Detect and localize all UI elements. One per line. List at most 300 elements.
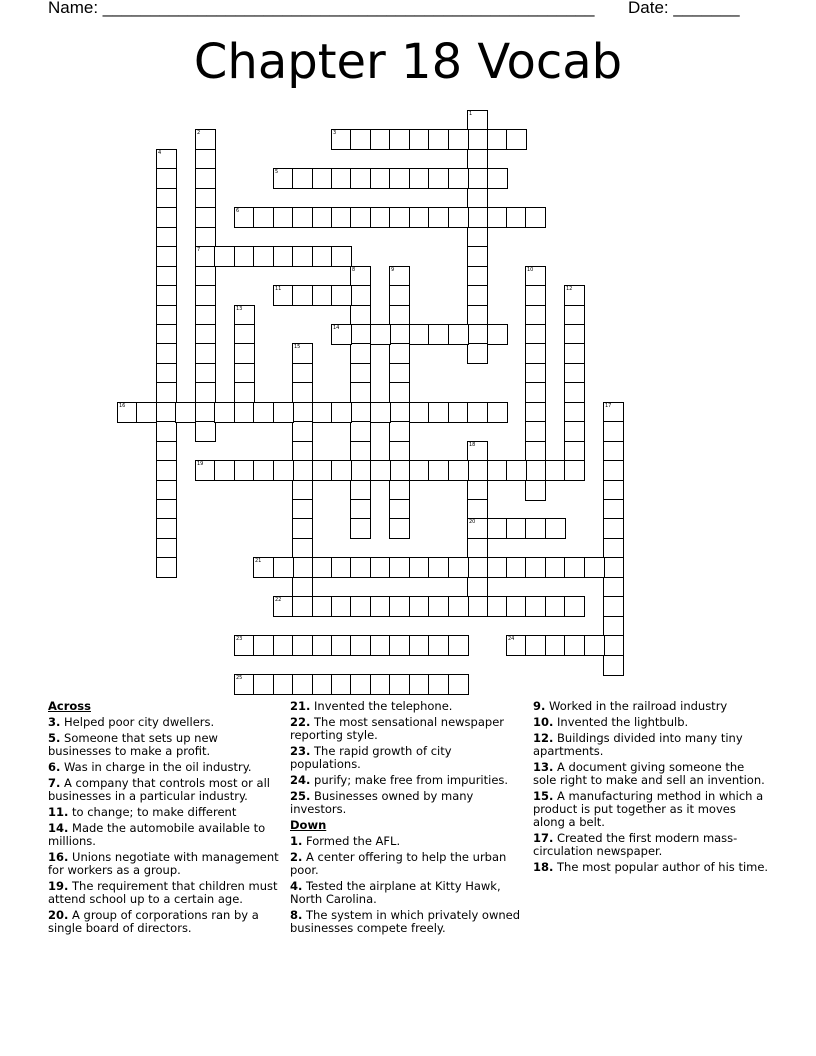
grid-cell[interactable] (156, 557, 177, 578)
grid-cell[interactable] (409, 557, 430, 578)
grid-cell[interactable] (545, 518, 566, 539)
grid-cell[interactable] (603, 460, 624, 481)
grid-cell[interactable] (195, 343, 216, 364)
grid-cell[interactable] (525, 402, 546, 423)
grid-cell[interactable] (195, 285, 216, 306)
grid-cell[interactable] (234, 246, 255, 267)
grid-cell[interactable] (273, 285, 294, 306)
grid-cell[interactable] (603, 577, 624, 598)
grid-cell[interactable] (487, 557, 508, 578)
grid-cell[interactable] (253, 557, 274, 578)
grid-cell[interactable] (273, 246, 294, 267)
grid-cell[interactable] (370, 402, 391, 423)
grid-cell[interactable] (273, 460, 294, 481)
grid-cell[interactable] (467, 557, 488, 578)
grid-cell[interactable] (525, 441, 546, 462)
grid-cell[interactable] (564, 557, 585, 578)
grid-cell[interactable] (292, 168, 313, 189)
grid-cell[interactable] (487, 460, 508, 481)
grid-cell[interactable] (389, 499, 410, 520)
grid-cell[interactable] (370, 557, 391, 578)
grid-cell[interactable] (350, 441, 371, 462)
grid-cell[interactable] (350, 285, 371, 306)
grid-cell[interactable] (156, 324, 177, 345)
grid-cell[interactable] (389, 596, 410, 617)
grid-cell[interactable] (331, 635, 352, 656)
grid-cell[interactable] (156, 246, 177, 267)
grid-cell[interactable] (292, 363, 313, 384)
clue-across-19: 19. The requirement that children must attend school up to a certain age. (48, 879, 278, 906)
grid-cell[interactable] (156, 421, 177, 442)
grid-cell[interactable] (467, 499, 488, 520)
grid-cell[interactable] (156, 168, 177, 189)
grid-cell[interactable] (448, 129, 469, 150)
grid-cell[interactable] (292, 596, 313, 617)
grid-cell[interactable] (234, 460, 255, 481)
grid-cell[interactable] (370, 207, 391, 228)
grid-cell[interactable] (292, 207, 313, 228)
grid-cell[interactable] (564, 285, 585, 306)
grid-cell[interactable] (370, 460, 391, 481)
grid-cell[interactable] (350, 363, 371, 384)
grid-cell[interactable] (389, 343, 410, 364)
grid-cell[interactable] (195, 324, 216, 345)
grid-cell[interactable] (292, 480, 313, 501)
grid-cell[interactable] (350, 518, 371, 539)
grid-cell[interactable] (350, 343, 371, 364)
grid-cell[interactable] (234, 635, 255, 656)
grid-cell[interactable] (195, 363, 216, 384)
grid-cell[interactable] (467, 227, 488, 248)
grid-cell[interactable] (603, 518, 624, 539)
grid-cell[interactable] (370, 635, 391, 656)
grid-cell[interactable] (253, 635, 274, 656)
grid-cell[interactable] (467, 207, 488, 228)
grid-cell[interactable] (331, 285, 352, 306)
grid-cell[interactable] (467, 266, 488, 287)
grid-cell[interactable] (156, 538, 177, 559)
grid-cell[interactable] (331, 246, 352, 267)
grid-cell[interactable] (467, 596, 488, 617)
grid-cell[interactable] (506, 557, 527, 578)
grid-cell[interactable] (292, 635, 313, 656)
grid-cell[interactable] (350, 266, 371, 287)
grid-cell[interactable] (292, 285, 313, 306)
grid-cell[interactable] (350, 480, 371, 501)
grid-cell[interactable] (331, 674, 352, 695)
grid-cell[interactable] (370, 674, 391, 695)
grid-cell[interactable] (156, 480, 177, 501)
grid-cell[interactable] (312, 674, 333, 695)
grid-cell[interactable] (195, 207, 216, 228)
grid-cell[interactable] (312, 557, 333, 578)
grid-cell[interactable] (350, 207, 371, 228)
grid-cell[interactable] (117, 402, 138, 423)
grid-cell[interactable] (292, 538, 313, 559)
grid-cell[interactable] (467, 305, 488, 326)
grid-cell[interactable] (467, 324, 488, 345)
grid-cell[interactable] (370, 129, 391, 150)
grid-cell[interactable] (564, 635, 585, 656)
grid-cell[interactable] (603, 441, 624, 462)
grid-cell[interactable] (409, 635, 430, 656)
grid-cell[interactable] (350, 305, 371, 326)
grid-cell[interactable] (389, 402, 410, 423)
grid-cell[interactable] (467, 480, 488, 501)
grid-cell[interactable] (525, 518, 546, 539)
grid-cell[interactable] (428, 635, 449, 656)
grid-cell[interactable] (467, 188, 488, 209)
grid-cell[interactable] (253, 402, 274, 423)
grid-cell[interactable] (448, 635, 469, 656)
grid-cell[interactable] (389, 674, 410, 695)
grid-cell[interactable] (506, 635, 527, 656)
grid-cell[interactable] (292, 402, 313, 423)
grid-cell[interactable] (292, 382, 313, 403)
grid-cell[interactable] (195, 421, 216, 442)
grid-cell[interactable] (603, 596, 624, 617)
grid-cell[interactable] (525, 596, 546, 617)
grid-cell[interactable] (409, 168, 430, 189)
grid-cell[interactable] (195, 402, 216, 423)
grid-cell[interactable] (195, 382, 216, 403)
grid-cell[interactable] (156, 402, 177, 423)
grid-cell[interactable] (273, 207, 294, 228)
grid-cell[interactable] (156, 188, 177, 209)
grid-cell[interactable] (467, 343, 488, 364)
grid-cell[interactable] (409, 460, 430, 481)
grid-cell[interactable] (428, 324, 449, 345)
grid-cell[interactable] (253, 460, 274, 481)
grid-cell[interactable] (564, 382, 585, 403)
grid-cell[interactable] (389, 285, 410, 306)
grid-cell[interactable] (564, 460, 585, 481)
grid-cell[interactable] (389, 460, 410, 481)
grid-cell[interactable] (448, 207, 469, 228)
grid-cell[interactable] (273, 402, 294, 423)
clue-down-4: 4. Tested the airplane at Kitty Hawk, North Carolina. (290, 879, 501, 906)
grid-cell[interactable] (525, 305, 546, 326)
grid-cell[interactable] (467, 149, 488, 170)
grid-cell[interactable] (467, 129, 488, 150)
grid-cell[interactable] (564, 402, 585, 423)
grid-cell[interactable] (292, 343, 313, 364)
grid-cell[interactable] (156, 266, 177, 287)
grid-cell[interactable] (312, 207, 333, 228)
grid-cell[interactable] (370, 168, 391, 189)
grid-cell[interactable] (603, 421, 624, 442)
grid-cell[interactable] (603, 616, 624, 637)
grid-cell[interactable] (195, 460, 216, 481)
grid-cell[interactable] (487, 207, 508, 228)
grid-cell[interactable] (525, 324, 546, 345)
grid-cell[interactable] (350, 499, 371, 520)
grid-cell[interactable] (350, 674, 371, 695)
grid-cell[interactable] (467, 577, 488, 598)
grid-cell[interactable] (525, 460, 546, 481)
grid-cell[interactable] (487, 518, 508, 539)
grid-cell[interactable] (273, 168, 294, 189)
clue-down-12: 12. Buildings divided into many tiny apartments. (533, 731, 743, 758)
grid-cell[interactable] (253, 674, 274, 695)
grid-cell[interactable] (195, 305, 216, 326)
grid-cell[interactable] (292, 246, 313, 267)
grid-cell[interactable] (156, 518, 177, 539)
grid-cell[interactable] (525, 363, 546, 384)
grid-cell[interactable] (389, 441, 410, 462)
grid-cell[interactable] (312, 285, 333, 306)
grid-cell[interactable] (409, 674, 430, 695)
grid-cell[interactable] (564, 441, 585, 462)
clue-across-14: 14. Made the automobile available to millions. (48, 821, 266, 848)
grid-cell[interactable] (292, 441, 313, 462)
grid-cell[interactable] (273, 635, 294, 656)
grid-cell[interactable] (312, 596, 333, 617)
grid-cell[interactable] (234, 207, 255, 228)
grid-cell[interactable] (428, 207, 449, 228)
grid-cell[interactable] (156, 460, 177, 481)
grid-cell[interactable] (409, 596, 430, 617)
grid-cell[interactable] (467, 285, 488, 306)
grid-cell[interactable] (156, 363, 177, 384)
grid-cell[interactable] (389, 129, 410, 150)
grid-cell[interactable] (312, 402, 333, 423)
grid-cell[interactable] (467, 110, 488, 131)
grid-cell[interactable] (331, 460, 352, 481)
grid-cell[interactable] (350, 168, 371, 189)
grid-cell[interactable] (409, 402, 430, 423)
grid-cell[interactable] (506, 596, 527, 617)
grid-cell[interactable] (467, 460, 488, 481)
grid-cell[interactable] (156, 285, 177, 306)
grid-cell[interactable] (292, 421, 313, 442)
grid-cell[interactable] (350, 596, 371, 617)
grid-cell[interactable] (389, 557, 410, 578)
clue-across-5: 5. Someone that sets up new businesses to make a profit. (48, 731, 218, 758)
grid-cell[interactable] (331, 207, 352, 228)
grid-cell[interactable] (234, 324, 255, 345)
grid-cell[interactable] (156, 149, 177, 170)
grid-cell[interactable] (312, 246, 333, 267)
grid-cell[interactable] (195, 246, 216, 267)
grid-cell[interactable] (467, 441, 488, 462)
clue-number: 1 (469, 111, 473, 117)
grid-cell[interactable] (428, 402, 449, 423)
grid-cell[interactable] (487, 168, 508, 189)
grid-cell[interactable] (428, 596, 449, 617)
grid-cell[interactable] (195, 266, 216, 287)
grid-cell[interactable] (448, 596, 469, 617)
clue-number: 3 (333, 130, 337, 136)
grid-cell[interactable] (214, 402, 235, 423)
grid-cell[interactable] (525, 285, 546, 306)
grid-cell[interactable] (234, 402, 255, 423)
grid-cell[interactable] (331, 557, 352, 578)
grid-cell[interactable] (234, 343, 255, 364)
grid-cell[interactable] (584, 557, 605, 578)
grid-cell[interactable] (350, 460, 371, 481)
grid-cell[interactable] (487, 596, 508, 617)
grid-cell[interactable] (525, 557, 546, 578)
grid-cell[interactable] (409, 129, 430, 150)
grid-cell[interactable] (331, 596, 352, 617)
grid-cell[interactable] (428, 168, 449, 189)
grid-cell[interactable] (603, 635, 624, 656)
grid-cell[interactable] (292, 499, 313, 520)
grid-cell[interactable] (506, 518, 527, 539)
clue-number: 18 (469, 442, 476, 448)
grid-cell[interactable] (448, 674, 469, 695)
grid-cell[interactable] (350, 382, 371, 403)
grid-cell[interactable] (273, 557, 294, 578)
grid-cell[interactable] (525, 635, 546, 656)
grid-cell[interactable] (545, 557, 566, 578)
grid-cell[interactable] (467, 246, 488, 267)
grid-cell[interactable] (350, 129, 371, 150)
grid-cell[interactable] (331, 168, 352, 189)
grid-cell[interactable] (564, 596, 585, 617)
grid-cell[interactable] (603, 557, 624, 578)
grid-cell[interactable] (409, 324, 430, 345)
grid-cell[interactable] (487, 129, 508, 150)
grid-cell[interactable] (350, 635, 371, 656)
grid-cell[interactable] (389, 635, 410, 656)
grid-cell[interactable] (448, 460, 469, 481)
grid-cell[interactable] (273, 596, 294, 617)
grid-cell[interactable] (214, 246, 235, 267)
grid-cell[interactable] (467, 402, 488, 423)
grid-cell[interactable] (292, 518, 313, 539)
grid-cell[interactable] (584, 635, 605, 656)
grid-cell[interactable] (195, 129, 216, 150)
grid-cell[interactable] (467, 518, 488, 539)
grid-cell[interactable] (506, 460, 527, 481)
clue-across-23: 23. The rapid growth of city populations. (290, 744, 452, 771)
grid-cell[interactable] (487, 324, 508, 345)
grid-cell[interactable] (156, 382, 177, 403)
grid-cell[interactable] (136, 402, 157, 423)
grid-cell[interactable] (564, 343, 585, 364)
grid-cell[interactable] (273, 674, 294, 695)
grid-cell[interactable] (525, 382, 546, 403)
grid-cell[interactable] (195, 188, 216, 209)
grid-cell[interactable] (156, 305, 177, 326)
grid-cell[interactable] (525, 343, 546, 364)
grid-cell[interactable] (389, 324, 410, 345)
grid-cell[interactable] (214, 460, 235, 481)
grid-cell[interactable] (564, 363, 585, 384)
grid-cell[interactable] (428, 674, 449, 695)
grid-cell[interactable] (331, 324, 352, 345)
grid-cell[interactable] (350, 324, 371, 345)
grid-cell[interactable] (448, 168, 469, 189)
grid-cell[interactable] (234, 305, 255, 326)
grid-cell[interactable] (603, 499, 624, 520)
grid-cell[interactable] (545, 460, 566, 481)
grid-cell[interactable] (389, 421, 410, 442)
grid-cell[interactable] (506, 129, 527, 150)
grid-cell[interactable] (545, 635, 566, 656)
grid-cell[interactable] (545, 596, 566, 617)
grid-cell[interactable] (156, 227, 177, 248)
grid-cell[interactable] (350, 421, 371, 442)
grid-cell[interactable] (253, 246, 274, 267)
grid-cell[interactable] (234, 382, 255, 403)
grid-cell[interactable] (331, 402, 352, 423)
clue-number: 25 (236, 675, 243, 681)
grid-cell[interactable] (331, 129, 352, 150)
grid-cell[interactable] (195, 149, 216, 170)
grid-cell[interactable] (389, 363, 410, 384)
grid-cell[interactable] (156, 207, 177, 228)
grid-cell[interactable] (234, 363, 255, 384)
grid-cell[interactable] (312, 168, 333, 189)
grid-cell[interactable] (603, 480, 624, 501)
grid-cell[interactable] (467, 168, 488, 189)
grid-cell[interactable] (564, 324, 585, 345)
grid-cell[interactable] (389, 266, 410, 287)
grid-cell[interactable] (428, 557, 449, 578)
grid-cell[interactable] (156, 441, 177, 462)
grid-cell[interactable] (525, 480, 546, 501)
grid-cell[interactable] (389, 518, 410, 539)
grid-cell[interactable] (389, 168, 410, 189)
grid-cell[interactable] (389, 305, 410, 326)
grid-cell[interactable] (603, 655, 624, 676)
grid-cell[interactable] (312, 635, 333, 656)
grid-cell[interactable] (195, 227, 216, 248)
grid-cell[interactable] (603, 402, 624, 423)
grid-cell[interactable] (292, 460, 313, 481)
grid-cell[interactable] (448, 402, 469, 423)
grid-cell[interactable] (467, 538, 488, 559)
grid-cell[interactable] (389, 207, 410, 228)
grid-cell[interactable] (603, 538, 624, 559)
grid-cell[interactable] (175, 402, 196, 423)
grid-cell[interactable] (448, 324, 469, 345)
grid-cell[interactable] (525, 421, 546, 442)
grid-cell[interactable] (525, 207, 546, 228)
grid-cell[interactable] (428, 129, 449, 150)
grid-cell[interactable] (312, 460, 333, 481)
grid-cell[interactable] (350, 557, 371, 578)
grid-cell[interactable] (195, 168, 216, 189)
clue-down-2: 2. A center offering to help the urban poor. (290, 850, 507, 877)
grid-cell[interactable] (564, 305, 585, 326)
grid-cell[interactable] (292, 557, 313, 578)
grid-cell[interactable] (487, 402, 508, 423)
grid-cell[interactable] (389, 382, 410, 403)
grid-cell[interactable] (234, 674, 255, 695)
clue-down-9: 9. Worked in the railroad industry (533, 699, 728, 713)
grid-cell[interactable] (389, 480, 410, 501)
grid-cell[interactable] (156, 343, 177, 364)
grid-cell[interactable] (564, 421, 585, 442)
grid-cell[interactable] (370, 596, 391, 617)
grid-cell[interactable] (292, 674, 313, 695)
grid-cell[interactable] (350, 402, 371, 423)
grid-cell[interactable] (506, 207, 527, 228)
grid-cell[interactable] (448, 557, 469, 578)
clues-column-3 (533, 700, 769, 877)
grid-cell[interactable] (409, 207, 430, 228)
grid-cell[interactable] (525, 266, 546, 287)
grid-cell[interactable] (156, 499, 177, 520)
grid-cell[interactable] (292, 577, 313, 598)
grid-cell[interactable] (428, 460, 449, 481)
grid-cell[interactable] (370, 324, 391, 345)
grid-cell[interactable] (253, 207, 274, 228)
